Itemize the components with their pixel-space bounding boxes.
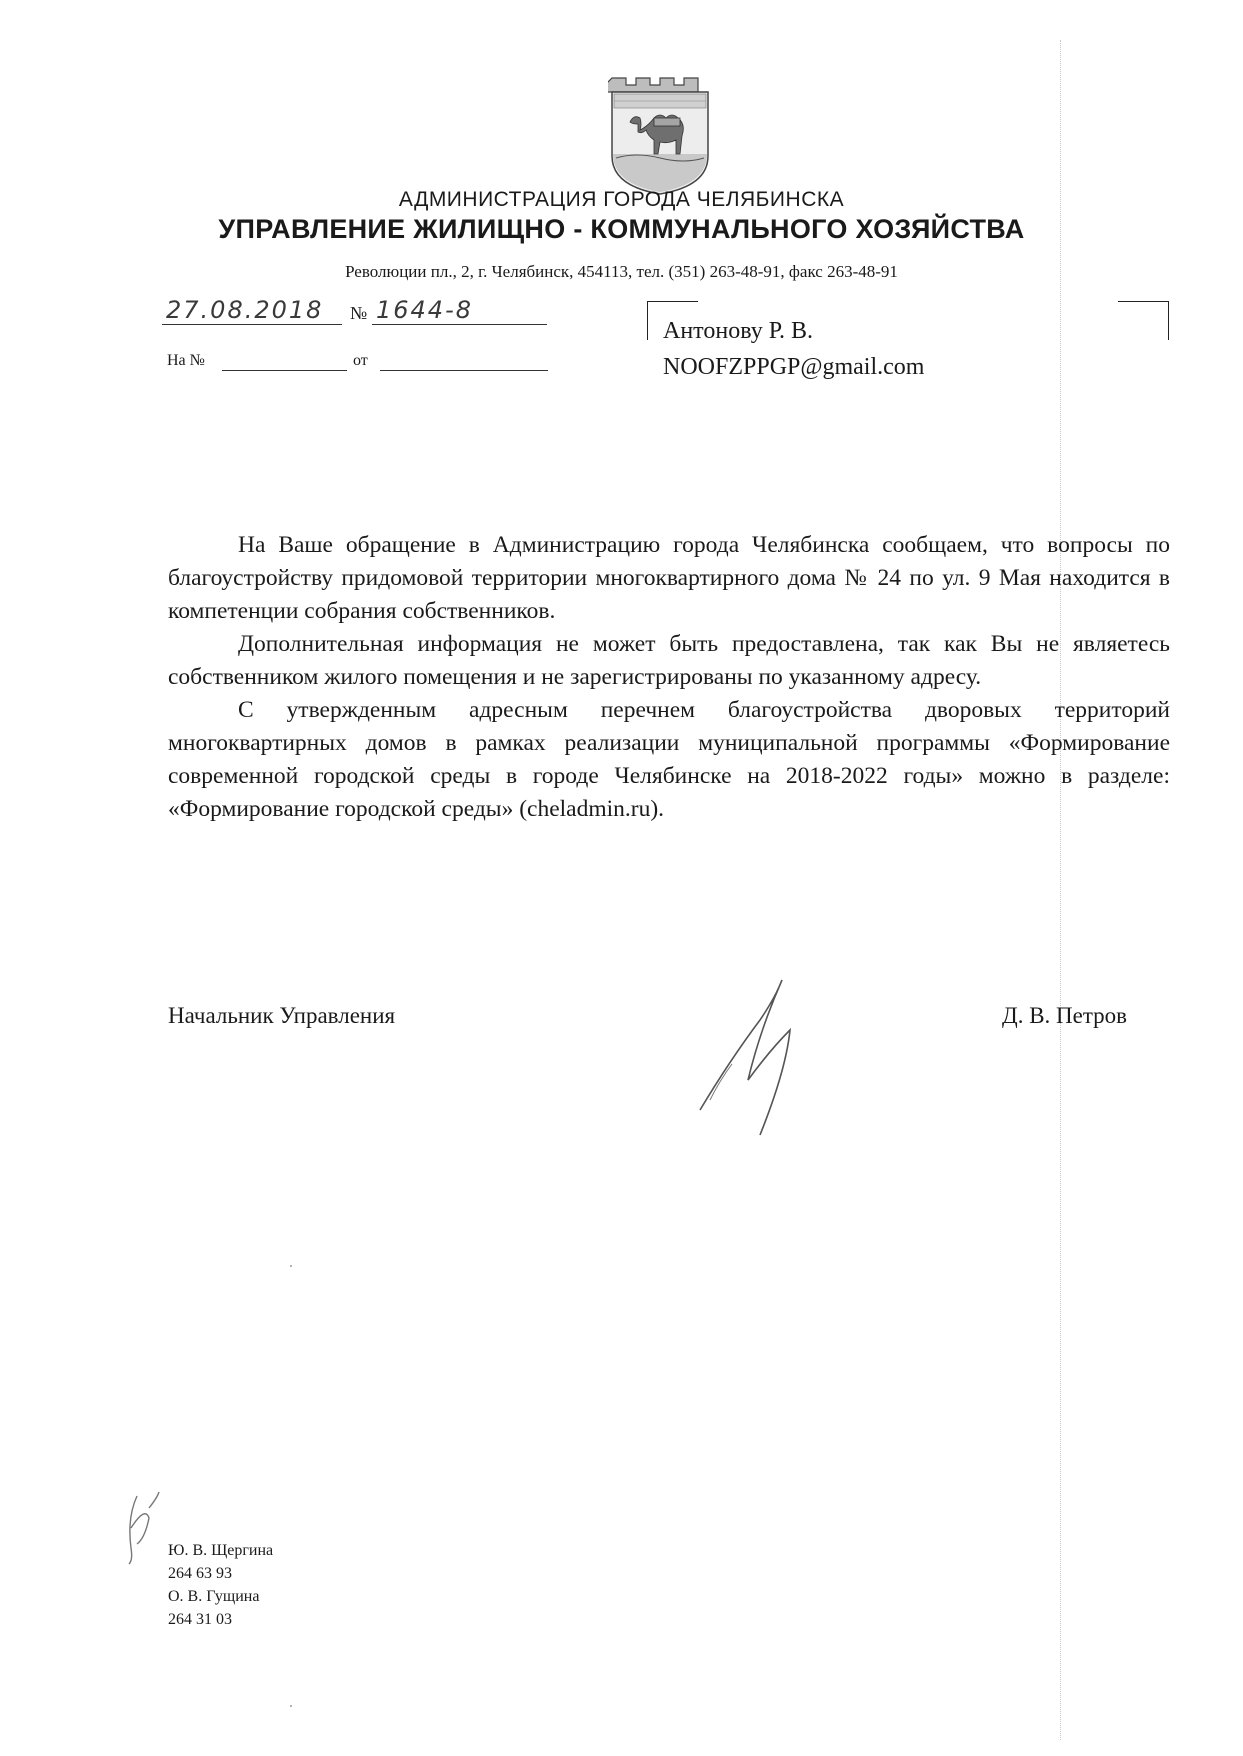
executor-phone: 264 63 93 — [168, 1565, 232, 1582]
reference-number-label: На № — [167, 352, 205, 369]
recipient-name: Антонову Р. В. — [663, 318, 814, 344]
signatory-position: Начальник Управления — [168, 1003, 396, 1028]
signatory-name: Д. В. Петров — [1002, 1003, 1128, 1028]
address-bracket-right — [1118, 301, 1169, 340]
body-paragraph: Дополнительная информация не может быть предоставлена, так как Вы не являетесь собственником жилого помещения и не зарегистрированы по указанному адресу. — [168, 631, 1170, 690]
scan-speck — [290, 1705, 292, 1707]
executor-name: О. В. Гущина — [168, 1588, 260, 1605]
registration-number-label: № — [350, 303, 368, 323]
reference-date-blank — [380, 370, 548, 371]
registration-number: 1644-8 — [372, 285, 547, 325]
executor-name: Ю. В. Щергина — [168, 1542, 274, 1559]
executor-initials-mark — [115, 1488, 163, 1566]
body-paragraph: С утвержденным адресным перечнем благоустройства дворовых территорий многоквартирных домов в рамках реализации муниципальной программы «Формирование современной городской среды в городе Челябинске на 2018-2022 годы» можно в разделе: «Формирование городской среды» (cheladmin.ru). — [168, 697, 1170, 822]
department-address: Революции пл., 2, г. Челябинск, 454113, тел. (351) 263-48-91, факс 263-48-91 — [345, 262, 898, 281]
handwritten-signature — [690, 960, 840, 1140]
executors-block — [168, 1539, 273, 1631]
scan-speck — [290, 1265, 292, 1267]
executor-phone: 264 31 03 — [168, 1611, 232, 1628]
reference-number-blank — [222, 370, 347, 371]
recipient-email: NOOFZPPGP@gmail.com — [663, 354, 925, 380]
registration-date: 27.08.2018 — [162, 285, 342, 325]
reference-date-label: от — [353, 352, 368, 369]
body-paragraph: На Ваше обращение в Администрацию города Челябинска сообщаем, что вопросы по благоустройству придомовой территории многоквартирного дома № 24 по ул. 9 Мая находится в компетенции собрания собственников. — [168, 532, 1170, 624]
department-name: УПРАВЛЕНИЕ ЖИЛИЩНО - КОММУНАЛЬНОГО ХОЗЯЙСТВА — [218, 214, 1025, 244]
scan-artifact-line — [1060, 40, 1061, 1740]
administration-name: АДМИНИСТРАЦИЯ ГОРОДА ЧЕЛЯБИНСКА — [398, 188, 845, 211]
letter-body — [168, 529, 1170, 826]
coat-of-arms-emblem — [608, 74, 712, 196]
